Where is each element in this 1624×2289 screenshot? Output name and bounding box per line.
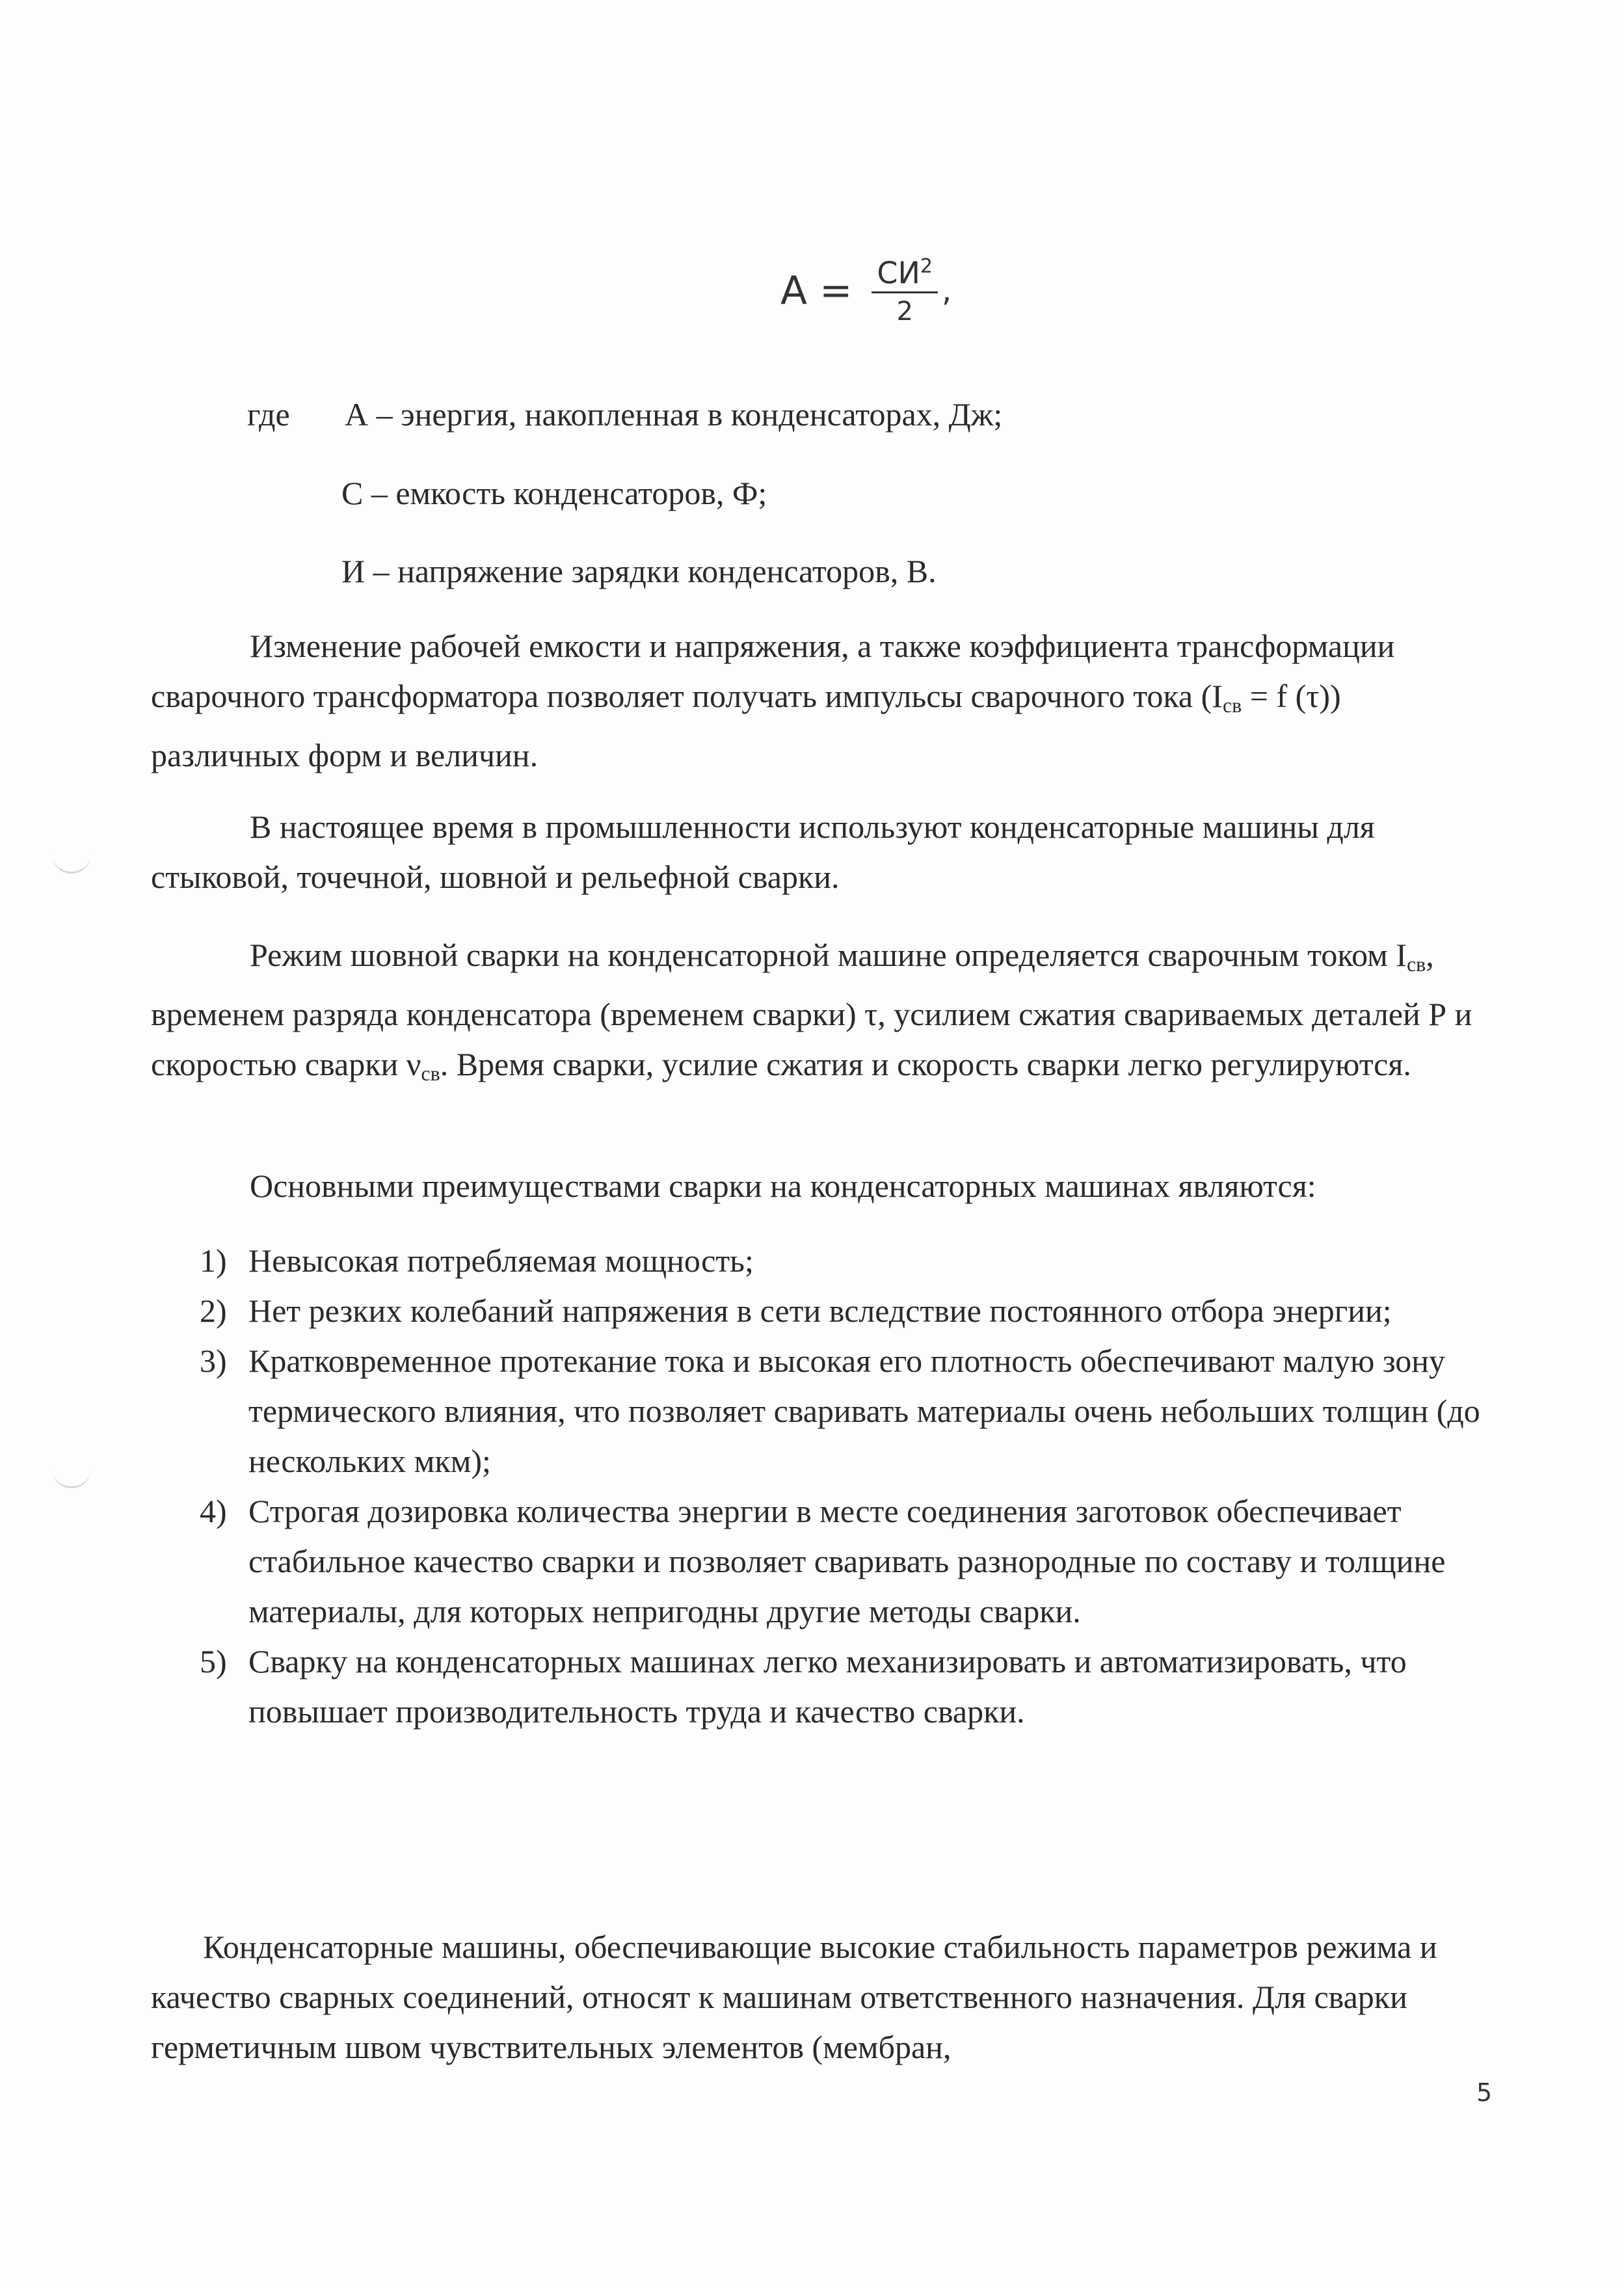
list-item: 2) Нет резких колебаний напряжения в сети вследствие постоянного отбора энергии;: [200, 1292, 1392, 1329]
list-item: 4) Строгая дозировка количества энергии в месте соединения заготовок обеспечивает стабильное качество сварки и позволяет сваривать разнородные по составу и толщине материалы, для которых непригодны другие методы сварки.: [200, 1493, 1446, 1629]
paragraph-advantages-intro: Основными преимуществами сварки на конденсаторных машинах являются:: [250, 1168, 1316, 1204]
formula-fraction: [872, 257, 938, 325]
page-number: 5: [1476, 2078, 1493, 2107]
formula-numerator: $СИ^2$: [872, 257, 938, 293]
list-item: 5) Сварку на конденсаторных машинах легко механизировать и автоматизировать, что повышает производительность труда и качество сварки.: [200, 1643, 1407, 1730]
paragraph-industry-use: В настоящее время в промышленности используют конденсаторные машины для стыковой, точечной, шовной и рельефной сварки.: [151, 809, 1375, 895]
definition-u: И – напряжение зарядки конденсаторов, В.: [341, 553, 937, 589]
formula-exponent: 2: [920, 255, 933, 278]
energy-formula: [780, 257, 952, 325]
list-item: 1) Невысокая потребляемая мощность;: [200, 1242, 754, 1279]
paragraph-capacity-change: Изменение рабочей емкости и напряжения, а также коэффициента трансформации сварочного трансформатора позволяет получать импульсы сварочного тока ($I_{св} = f$ (τ)) различных форм и величин.: [151, 628, 1395, 773]
definition-c: С – емкость конденсаторов, Ф;: [341, 475, 767, 511]
formula-lhs: А =: [780, 268, 853, 314]
paragraph-responsible-machines: Конденсаторные машины, обеспечивающие высокие стабильность параметров режима и качество сварных соединений, относят к машинам ответственного назначения. Для сварки герметичным швом чувствительных элементов (мембран,: [151, 1929, 1437, 2065]
paragraph-seam-mode: Режим шовной сварки на конденсаторной машине определяется сварочным током $I_{св}$, временем разряда конденсатора (временем сварки) τ, усилием сжатия свариваемых деталей Р и скоростью сварки $\nu_{св}$. Время сварки, усилие сжатия и скорость сварки легко регулируются.: [151, 937, 1472, 1085]
advantages-list: [151, 1236, 1517, 1737]
where-label: где: [247, 396, 290, 433]
punch-hole-mark: [52, 852, 91, 874]
formula-comma: ,: [942, 273, 952, 310]
formula-denominator: 2: [896, 297, 913, 327]
punch-hole-mark: [52, 1467, 91, 1488]
definition-a: А – энергия, накопленная в конденсаторах, Дж;: [345, 396, 1003, 433]
list-item: 3) Кратковременное протекание тока и высокая его плотность обеспечивают малую зону термического влияния, что позволяет сваривать материалы очень небольших толщин (до нескольких мкм);: [200, 1343, 1480, 1479]
